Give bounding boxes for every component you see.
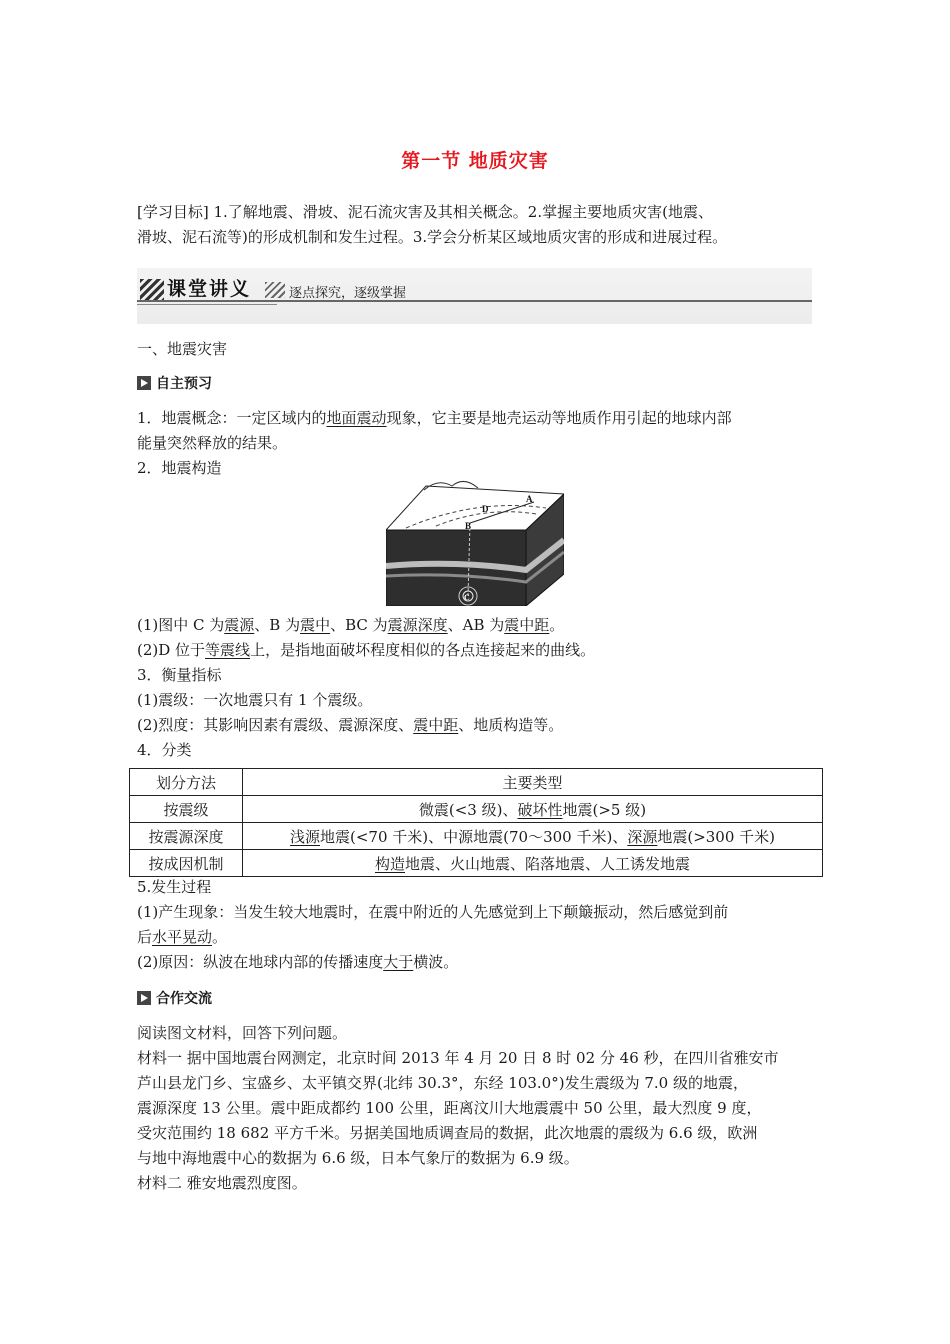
structure-line-2 (137, 638, 817, 663)
text: (2)烈度：其影响因素有震级、震源深度、 (137, 716, 414, 734)
answer-underlined: 浅源 (289, 827, 320, 846)
table-header: 主要类型 (243, 769, 823, 796)
text: 横波。 (413, 953, 459, 971)
answer-underlined: 构造 (374, 854, 405, 873)
banner-rule (137, 300, 812, 302)
preview-heading (137, 373, 212, 393)
answer-underlined: 等震线 (205, 641, 251, 659)
classify-heading: 4．分类 (137, 741, 192, 759)
objectives-line-1: [学习目标] 1.了解地震、滑坡、泥石流灾害及其相关概念。2.掌握主要地质灾害(地震、 (137, 203, 713, 221)
process-line-1: (1)产生现象：当发生较大地震时，在震中附近的人先感觉到上下颠簸振动，然后感觉到前 (137, 903, 729, 921)
material-1-line-4: 受灾范围约 18 682 平方千米。另据美国地质调查局的数据，此次地震的震级为 6.6 级，欧洲 (137, 1124, 758, 1142)
answer-underlined: 深源 (627, 827, 658, 846)
preview-heading-label: 自主预习 (156, 376, 212, 392)
answer-underlined: 破坏性 (517, 800, 563, 819)
table-cell (243, 823, 823, 850)
measure-heading: 3．衡量指标 (137, 666, 222, 684)
page-title: 第一节 地质灾害 (401, 150, 549, 172)
answer-underlined: 震中距 (504, 616, 550, 634)
text: 地震(>5 级) (562, 800, 647, 819)
label-c: C (464, 593, 470, 602)
text: 地震(>300 千米) (657, 827, 776, 846)
text: 上，是指地面破坏程度相似的各点连接起来的曲线。 (250, 641, 596, 659)
text: 、AB 为 (447, 616, 505, 634)
text: 、地质构造等。 (458, 716, 564, 734)
answer-underlined: 震源深度 (387, 616, 448, 634)
table-cell: 按成因机制 (130, 850, 243, 877)
stripes-decoration (140, 279, 164, 301)
classification-table (129, 768, 823, 877)
structure-heading: 2．地震构造 (137, 459, 222, 477)
text: (2)D 位于 (137, 641, 206, 659)
label-b: B (465, 521, 472, 531)
measure-line-2 (137, 713, 817, 738)
process-heading: 5.发生过程 (137, 878, 212, 896)
process-line-2 (137, 925, 817, 950)
answer-underlined: 震中 (300, 616, 331, 634)
table-header: 划分方法 (130, 769, 243, 796)
answer-underlined: 震中距 (413, 716, 459, 734)
table-row (130, 769, 823, 796)
text: 地震(<70 千米)、中源地震(70～300 千米)、 (320, 827, 628, 846)
table-row (130, 823, 823, 850)
label-a: A (526, 494, 533, 504)
text: 。 (212, 928, 228, 946)
play-triangle-icon (137, 991, 151, 1005)
concept-line-2: 能量突然释放的结果。 (137, 434, 288, 452)
text: 微震(<3 级)、 (418, 800, 518, 819)
text: 1．地震概念：一定区域内的 (137, 409, 327, 427)
cooperate-heading (137, 988, 212, 1008)
section-heading-earthquake: 一、地震灾害 (137, 340, 228, 358)
process-line-3 (137, 950, 817, 975)
table-row (130, 850, 823, 877)
read-instruction: 阅读图文材料，回答下列问题。 (137, 1024, 348, 1042)
table-row (130, 796, 823, 823)
answer-underlined: 震源 (224, 616, 255, 634)
text: 地震、火山地震、陷落地震、人工诱发地震 (405, 854, 691, 873)
material-1-line-2: 芦山县龙门乡、宝盛乡、太平镇交界(北纬 30.3°，东经 103.0°)发生震级为 7.0 级的地震， (137, 1074, 748, 1092)
table-cell: 按震级 (130, 796, 243, 823)
material-2-line: 材料二 雅安地震烈度图。 (137, 1174, 307, 1192)
text: (1)图中 C 为 (137, 616, 225, 634)
structure-line-1 (137, 613, 817, 638)
answer-underlined: 地面震动 (326, 409, 387, 427)
banner-subtitle: 逐点探究，逐级掌握 (289, 286, 407, 301)
text: (2)原因：纵波在地球内部的传播速度 (137, 953, 384, 971)
table-cell (243, 796, 823, 823)
label-d: D (482, 504, 489, 514)
banner-label: 课堂讲义 (167, 278, 252, 300)
text: 现象，它主要是地壳运动等地质作用引起的地球内部 (386, 409, 732, 427)
cooperate-heading-label: 合作交流 (156, 991, 212, 1007)
earthquake-structure-diagram (386, 478, 564, 606)
banner-rule-short (137, 304, 277, 305)
lecture-banner (137, 268, 812, 324)
objectives-line-2: 滑坡、泥石流等)的形成机制和发生过程。3.学会分析某区域地质灾害的形成和进展过程。 (137, 228, 728, 246)
text: 后 (137, 928, 153, 946)
text: 。 (549, 616, 565, 634)
table-cell (243, 850, 823, 877)
stripes-decoration-small (265, 282, 285, 298)
material-1-line-1: 材料一 据中国地震台网测定，北京时间 2013 年 4 月 20 日 8 时 02 分 46 秒，在四川省雅安市 (137, 1049, 779, 1067)
table-cell: 按震源深度 (130, 823, 243, 850)
answer-underlined: 大于 (383, 953, 414, 971)
concept-line-1 (137, 406, 817, 431)
measure-line-1: (1)震级：一次地震只有 1 个震级。 (137, 691, 373, 709)
material-1-line-5: 与地中海地震中心的数据为 6.6 级，日本气象厅的数据为 6.9 级。 (137, 1149, 579, 1167)
text: 、B 为 (254, 616, 301, 634)
play-triangle-icon (137, 376, 151, 390)
material-1-line-3: 震源深度 13 公里。震中距成都约 100 公里，距离汶川大地震震中 50 公里，最大烈度 9 度， (137, 1099, 762, 1117)
answer-underlined: 水平晃动 (152, 928, 213, 946)
text: 、BC 为 (330, 616, 388, 634)
